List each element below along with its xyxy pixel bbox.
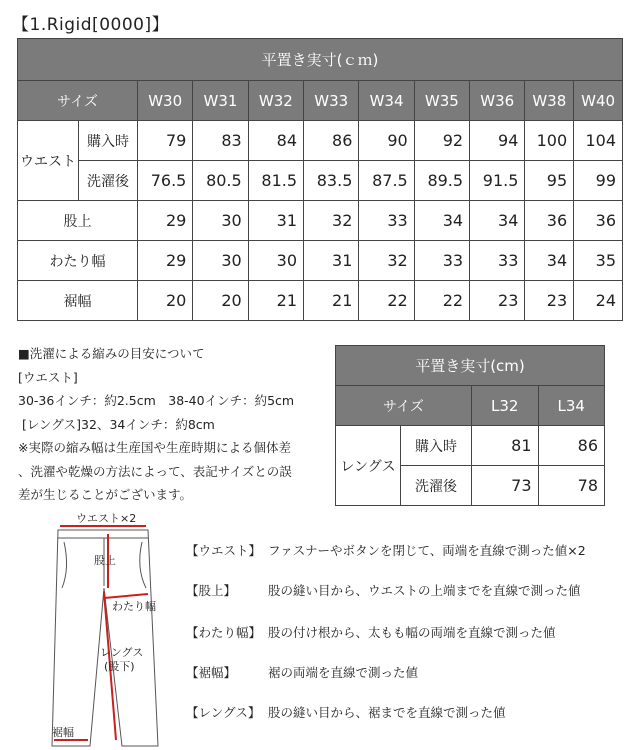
cell: 32	[359, 241, 414, 281]
legend-key: 【股上】	[186, 583, 237, 598]
note-line: ■洗濯による縮みの目安について	[18, 346, 205, 361]
size-col-w38: W38	[525, 81, 574, 121]
size-col-l34: L34	[538, 386, 605, 426]
table-caption: 平置き実寸(cm)	[336, 346, 605, 386]
length-size-table	[335, 345, 605, 506]
diagram-length-label: レングス	[100, 646, 144, 659]
note-line: 差が生じることがございます。	[18, 487, 193, 502]
cell: 36	[574, 201, 623, 241]
note-line: 30-36インチ：約2.5cm 38-40インチ：約5cm	[18, 393, 295, 408]
length-label: レングス	[336, 426, 401, 506]
legend-item	[186, 581, 581, 599]
legend-key: 【レングス】	[186, 705, 261, 720]
legend-key: 【わたり幅】	[186, 625, 262, 640]
table-row	[18, 121, 623, 161]
note-line: [ウエスト]	[18, 369, 78, 385]
cell: 78	[538, 466, 605, 506]
size-col-w32: W32	[248, 81, 303, 121]
size-col-w33: W33	[304, 81, 359, 121]
cell: 34	[470, 201, 525, 241]
legend-item	[186, 703, 506, 721]
cell: 81	[472, 426, 539, 466]
legend-text: 裾の両端を直線で測った値	[268, 665, 419, 680]
cell: 23	[525, 281, 574, 321]
size-col-w31: W31	[193, 81, 248, 121]
cell: 23	[470, 281, 525, 321]
cell: 33	[470, 241, 525, 281]
cell: 80.5	[193, 161, 248, 201]
diagram-thigh-label: わたり幅	[112, 600, 156, 613]
cell: 29	[138, 241, 193, 281]
cell: 30	[193, 241, 248, 281]
diagram-waist-label: ウエスト×2	[76, 512, 137, 525]
note-line: 、洗濯や乾燥の方法によって、表記サイズとの誤	[18, 463, 292, 479]
diagram-rise-label: 股上	[94, 554, 116, 567]
table-row	[18, 201, 623, 241]
size-col-w34: W34	[359, 81, 414, 121]
size-col-w35: W35	[414, 81, 469, 121]
row-label: 洗濯後	[401, 466, 472, 506]
table-row	[18, 241, 623, 281]
cell: 21	[248, 281, 303, 321]
cell: 32	[304, 201, 359, 241]
note-line: ※実際の縮み幅は生産国や生産時期による個体差	[18, 440, 291, 455]
legend-item	[186, 541, 586, 559]
cell: 86	[538, 426, 605, 466]
cell: 34	[525, 241, 574, 281]
page-title: 【1.Rigid[0000]】	[12, 15, 170, 35]
note-line: [レングス]32、34インチ：約8cm	[18, 416, 215, 432]
cell: 99	[574, 161, 623, 201]
cell: 21	[304, 281, 359, 321]
cell: 92	[414, 121, 469, 161]
cell: 86	[304, 121, 359, 161]
diagram-inseam-label: (股下)	[104, 660, 135, 673]
cell: 31	[304, 241, 359, 281]
cell: 89.5	[414, 161, 469, 201]
shrinkage-notes	[18, 342, 294, 507]
size-header: サイズ	[336, 386, 472, 426]
cell: 100	[525, 121, 574, 161]
table-row	[336, 426, 605, 466]
jeans-diagram	[20, 508, 190, 748]
cell: 30	[193, 201, 248, 241]
size-col-w40: W40	[574, 81, 623, 121]
cell: 29	[138, 201, 193, 241]
legend-key: 【ウエスト】	[186, 543, 262, 558]
cell: 31	[248, 201, 303, 241]
cell: 104	[574, 121, 623, 161]
legend-text: ファスナーやボタンを閉じて、両端を直線で測った値×2	[268, 543, 586, 558]
cell: 22	[359, 281, 414, 321]
cell: 22	[414, 281, 469, 321]
row-label: 股上	[18, 201, 138, 241]
size-col-l32: L32	[472, 386, 539, 426]
cell: 20	[138, 281, 193, 321]
cell: 79	[138, 121, 193, 161]
cell: 35	[574, 241, 623, 281]
cell: 24	[574, 281, 623, 321]
legend-item	[186, 663, 418, 681]
size-header: サイズ	[18, 81, 138, 121]
cell: 76.5	[138, 161, 193, 201]
cell: 34	[414, 201, 469, 241]
cell: 87.5	[359, 161, 414, 201]
cell: 36	[525, 201, 574, 241]
legend-text: 股の付け根から、太もも幅の両端を直線で測った値	[268, 625, 556, 640]
diagram-hem-label: 裾幅	[52, 726, 74, 739]
waist-label: ウエスト	[18, 121, 79, 201]
size-col-w30: W30	[138, 81, 193, 121]
row-label: 購入時	[79, 121, 138, 161]
cell: 84	[248, 121, 303, 161]
cell: 33	[359, 201, 414, 241]
legend-item	[186, 623, 556, 641]
row-label: 裾幅	[18, 281, 138, 321]
cell: 95	[525, 161, 574, 201]
legend-key: 【裾幅】	[186, 665, 237, 680]
legend-text: 股の縫い目から、裾までを直線で測った値	[268, 705, 506, 720]
cell: 83	[193, 121, 248, 161]
row-label: 購入時	[401, 426, 472, 466]
cell: 20	[193, 281, 248, 321]
cell: 81.5	[248, 161, 303, 201]
cell: 94	[470, 121, 525, 161]
table-row	[18, 281, 623, 321]
cell: 83.5	[304, 161, 359, 201]
row-label: 洗濯後	[79, 161, 138, 201]
waist-size-table	[17, 38, 623, 321]
cell: 30	[248, 241, 303, 281]
size-col-w36: W36	[470, 81, 525, 121]
cell: 73	[472, 466, 539, 506]
table-caption: 平置き実寸(ｃｍ)	[18, 39, 623, 81]
legend-text: 股の縫い目から、ウエストの上端までを直線で測った値	[268, 583, 581, 598]
row-label: わたり幅	[18, 241, 138, 281]
table-row	[18, 161, 623, 201]
cell: 91.5	[470, 161, 525, 201]
cell: 33	[414, 241, 469, 281]
cell: 90	[359, 121, 414, 161]
